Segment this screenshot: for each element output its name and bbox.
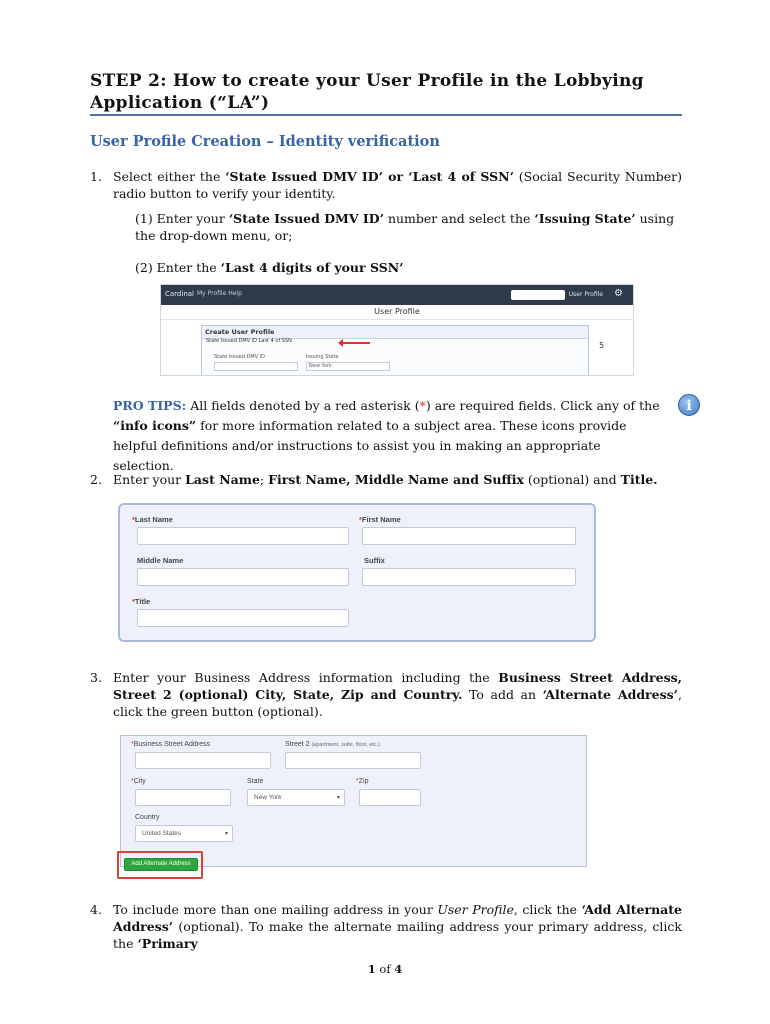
zip-field bbox=[359, 789, 421, 806]
text: (optional) and bbox=[523, 472, 621, 487]
text: Enter your bbox=[113, 472, 186, 487]
highlight-box bbox=[117, 851, 203, 879]
middle-name-label: Middle Name bbox=[137, 556, 184, 565]
step-number: 2. bbox=[90, 472, 102, 487]
street-label: *Business Street Address bbox=[131, 741, 210, 748]
text: ) are required fields. Click any of the bbox=[425, 398, 660, 413]
nav-links: My Profile Help bbox=[197, 290, 242, 297]
city-label: *City bbox=[131, 778, 146, 785]
step-number: 4. bbox=[90, 902, 102, 917]
pro-tips-label: PRO TIPS: bbox=[113, 398, 187, 413]
bold-text: Last Name bbox=[185, 472, 260, 487]
step-text bbox=[113, 471, 682, 488]
gear-icon: ⚙ bbox=[614, 288, 623, 299]
bold-text: Business Street Address, Street 2 (optional) City, State, Zip and Country. bbox=[113, 670, 682, 702]
text: (optional). To make the alternate mailing address your primary address, click the bbox=[113, 919, 682, 951]
brand-logo: Cardinal bbox=[165, 290, 194, 298]
identity-radios: State Issued DMV ID Last 4 of SSN bbox=[206, 338, 292, 344]
screen-title: User Profile bbox=[161, 307, 633, 320]
issuing-state-label: Issuing State bbox=[306, 354, 339, 360]
text: number and select the bbox=[383, 211, 535, 226]
first-name-field bbox=[362, 527, 576, 545]
bold-text: ‘Add Alternate Address’ bbox=[113, 902, 682, 934]
bold-text: ‘State Issued DMV ID’ or ‘Last 4 of SSN’ bbox=[225, 169, 514, 184]
step-number: 1. bbox=[90, 169, 102, 184]
bold-text: ‘Primary bbox=[137, 936, 198, 951]
state-select: New York ▾ bbox=[247, 789, 345, 806]
bold-text: ‘Issuing State’ bbox=[534, 211, 636, 226]
text: of bbox=[375, 962, 395, 976]
text: Enter your Business Address information including the bbox=[113, 670, 499, 685]
dmv-id-field bbox=[214, 362, 298, 371]
page-title: STEP 2: How to create your User Profile in the Lobbying Application (“LA”) bbox=[90, 71, 644, 113]
step-4 bbox=[90, 901, 682, 952]
country-select: United States ▾ bbox=[135, 825, 233, 842]
user-menu: User Profile bbox=[568, 291, 603, 298]
dmv-id-label: State Issued DMV ID bbox=[214, 354, 266, 360]
step-3 bbox=[90, 669, 682, 720]
text: To add an bbox=[462, 687, 543, 702]
step-2 bbox=[90, 471, 682, 488]
text: for more information related to a subject area. These icons provide helpful definitions and/or instructions to assist you in making an appropriate selection. bbox=[113, 418, 627, 473]
title-divider bbox=[90, 114, 682, 116]
last-name-field bbox=[137, 527, 349, 545]
text: ; bbox=[259, 472, 269, 487]
search-input bbox=[511, 290, 565, 300]
zip-label: *Zip bbox=[356, 778, 369, 785]
street-field bbox=[135, 752, 271, 769]
text: , click the bbox=[513, 902, 582, 917]
step-text bbox=[113, 669, 682, 720]
text: , click the green button (optional). bbox=[113, 687, 683, 719]
panel-title: Create User Profile bbox=[202, 326, 588, 339]
page-number: 1 bbox=[367, 962, 376, 976]
text: All fields denoted by a red asterisk ( bbox=[186, 398, 420, 413]
suffix-field bbox=[362, 568, 576, 586]
user-profile-screenshot bbox=[160, 284, 634, 376]
street2-field bbox=[285, 752, 421, 769]
app-header-bar bbox=[161, 285, 633, 305]
arrow-pointer bbox=[342, 342, 370, 344]
state-label: State bbox=[247, 778, 264, 785]
address-form-screenshot bbox=[120, 735, 587, 867]
bold-text: First Name, Middle Name and Suffix bbox=[268, 472, 524, 487]
title-field bbox=[137, 609, 349, 627]
info-icon: i bbox=[678, 394, 700, 416]
name-form-screenshot bbox=[118, 503, 596, 642]
first-name-label: *First Name bbox=[359, 515, 401, 524]
text: (1) Enter your bbox=[135, 211, 229, 226]
create-profile-panel bbox=[201, 325, 589, 376]
city-field bbox=[135, 789, 231, 806]
suffix-label: Suffix bbox=[364, 556, 385, 565]
section-heading: User Profile Creation – Identity verification bbox=[90, 133, 440, 150]
step-text bbox=[113, 168, 682, 202]
text: using the drop-down menu, or; bbox=[135, 211, 675, 243]
last-name-label: *Last Name bbox=[132, 515, 173, 524]
italic-text: User Profile bbox=[437, 902, 514, 917]
title-label: *Title bbox=[132, 597, 151, 606]
street2-label: Street 2 (apartment, suite, floor, etc.) bbox=[285, 741, 380, 748]
sub-step-1 bbox=[135, 210, 682, 244]
required-asterisk: * bbox=[419, 398, 426, 413]
bold-text: ‘Alternate Address’ bbox=[542, 687, 679, 702]
text: To include more than one mailing address in your bbox=[113, 902, 438, 917]
step-number: 3. bbox=[90, 670, 102, 685]
country-label: Country bbox=[135, 814, 160, 821]
bold-text: Title. bbox=[620, 472, 658, 487]
page-total: 4 bbox=[394, 962, 403, 976]
text: (Social Security Number) radio button to verify your identity. bbox=[113, 169, 683, 201]
pro-tips bbox=[113, 396, 665, 476]
text: (2) Enter the bbox=[135, 260, 221, 275]
sub-step-2 bbox=[135, 259, 682, 276]
add-alternate-address-button: Add Alternate Address bbox=[124, 858, 198, 871]
issuing-state-select: New York bbox=[306, 362, 390, 371]
step-1 bbox=[90, 168, 682, 202]
bold-text: ‘Last 4 digits of your SSN’ bbox=[220, 260, 404, 275]
middle-name-field bbox=[137, 568, 349, 586]
text: Select either the bbox=[113, 169, 226, 184]
bold-text: “info icons” bbox=[113, 418, 197, 433]
page-footer bbox=[0, 962, 770, 976]
bold-text: ‘State Issued DMV ID’ bbox=[228, 211, 384, 226]
step-text bbox=[113, 901, 682, 952]
side-number: 5 bbox=[599, 341, 605, 350]
